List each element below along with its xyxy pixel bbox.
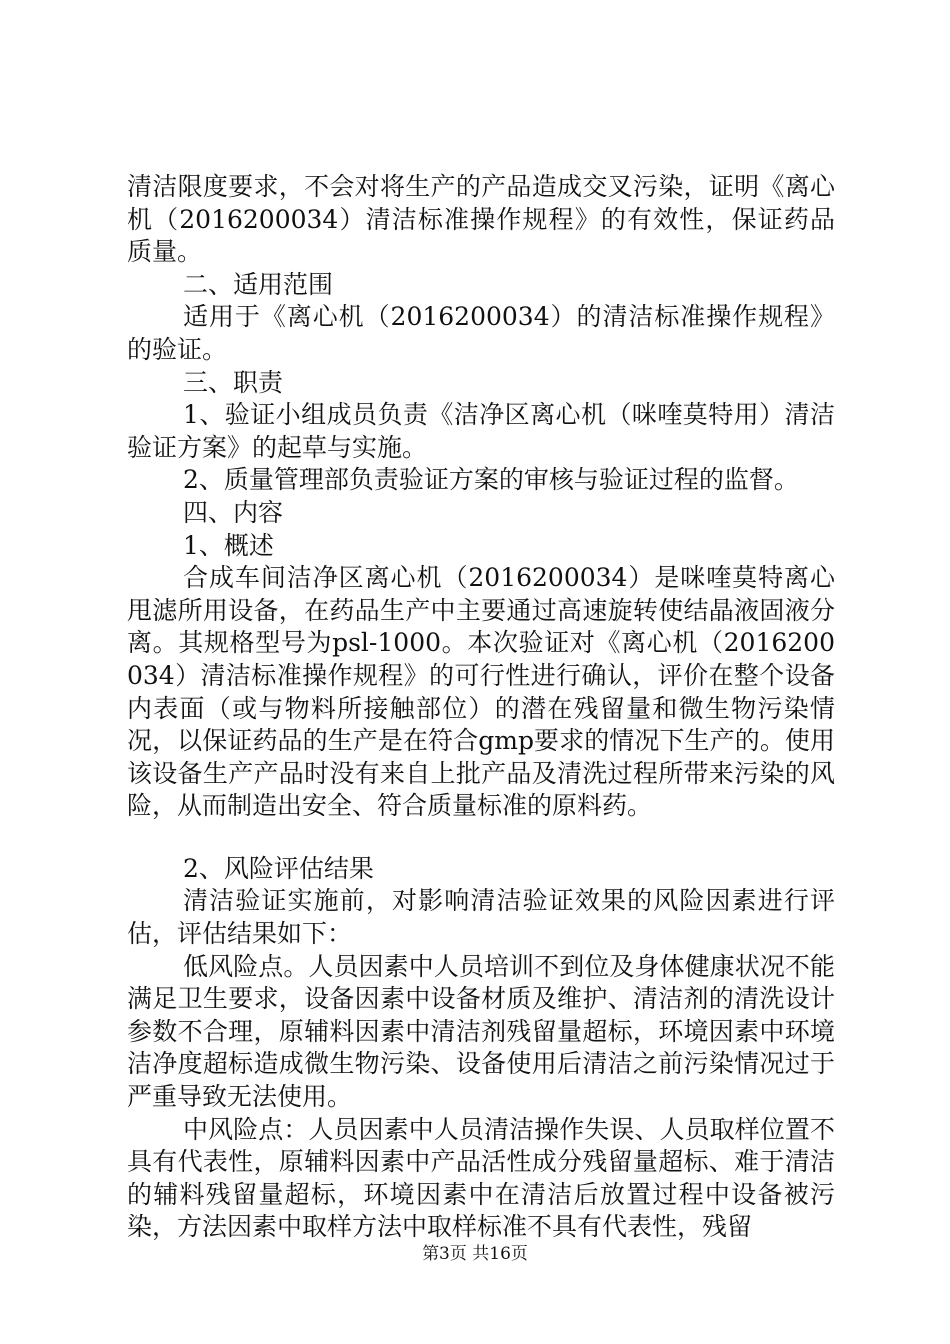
heading-overview: 1、概述: [183, 530, 274, 560]
heading-content: 四、内容: [183, 497, 284, 527]
paragraph-risk-intro: 清洁验证实施前，对影响清洁验证效果的风险因素进行评估，评估结果如下：: [127, 886, 835, 949]
page-footer: 第3页 共16页: [422, 1244, 528, 1264]
paragraph-low-risk: 低风险点。人员因素中人员培训不到位及身体健康状况不能满足卫生要求，设备因素中设备材质及维护、清洁剂的清洗设计参数不合理，原辅料因素中清洁剂残留量超标，环境因素中环境洁净度超标造成微生物污染、设备使用后清洁之前污染情况过于严重导致无法使用。: [127, 951, 835, 1112]
paragraph-scope: 适用于《离心机（2016200034）的清洁标准操作规程》的验证。: [127, 302, 835, 364]
paragraph-medium-risk: 中风险点：人员因素中人员清洁操作失误、人员取样位置不具有代表性，原辅料因素中产品活性成分残留量超标、难于清洁的辅料残留量超标，环境因素中在清洁后放置过程中设备被污染，方法因素中取样方法中取样标准不具有代表性，残留: [127, 1114, 835, 1242]
heading-scope: 二、适用范围: [183, 269, 334, 299]
paragraph-responsibility-2: 2、质量管理部负责验证方案的审核与验证过程的监督。: [183, 465, 799, 495]
paragraph-responsibility-1: 1、验证小组成员负责《洁净区离心机（咪喹莫特用）清洁验证方案》的起草与实施。: [127, 400, 835, 462]
paragraph-intro-continuation: 清洁限度要求，不会对将生产的产品造成交叉污染，证明《离心机（2016200034）清洁标准操作规程》的有效性，保证药品质量。: [127, 172, 835, 267]
paragraph-overview: 合成车间洁净区离心机（2016200034）是咪喹莫特离心甩滤所用设备，在药品生产中主要通过高速旋转使结晶液固液分离。其规格型号为psl-1000。本次验证对《离心机（2016200034）清洁标准操作规程》的可行性进行确认，评价在整个设备内表面（或与物料所接触部位）的潜在残留量和微生物污染情况，以保证药品的生产是在符合gmp要求的情况下生产的。使用该设备生产产品时没有来自上批产品及清洗过程所带来污染的风险，从而制造出安全、符合质量标准的原料药。: [127, 563, 835, 821]
blank-line: [127, 823, 835, 853]
heading-responsibilities: 三、职责: [183, 367, 284, 397]
heading-risk-assessment: 2、风险评估结果: [183, 853, 374, 883]
document-body: [127, 171, 835, 1244]
